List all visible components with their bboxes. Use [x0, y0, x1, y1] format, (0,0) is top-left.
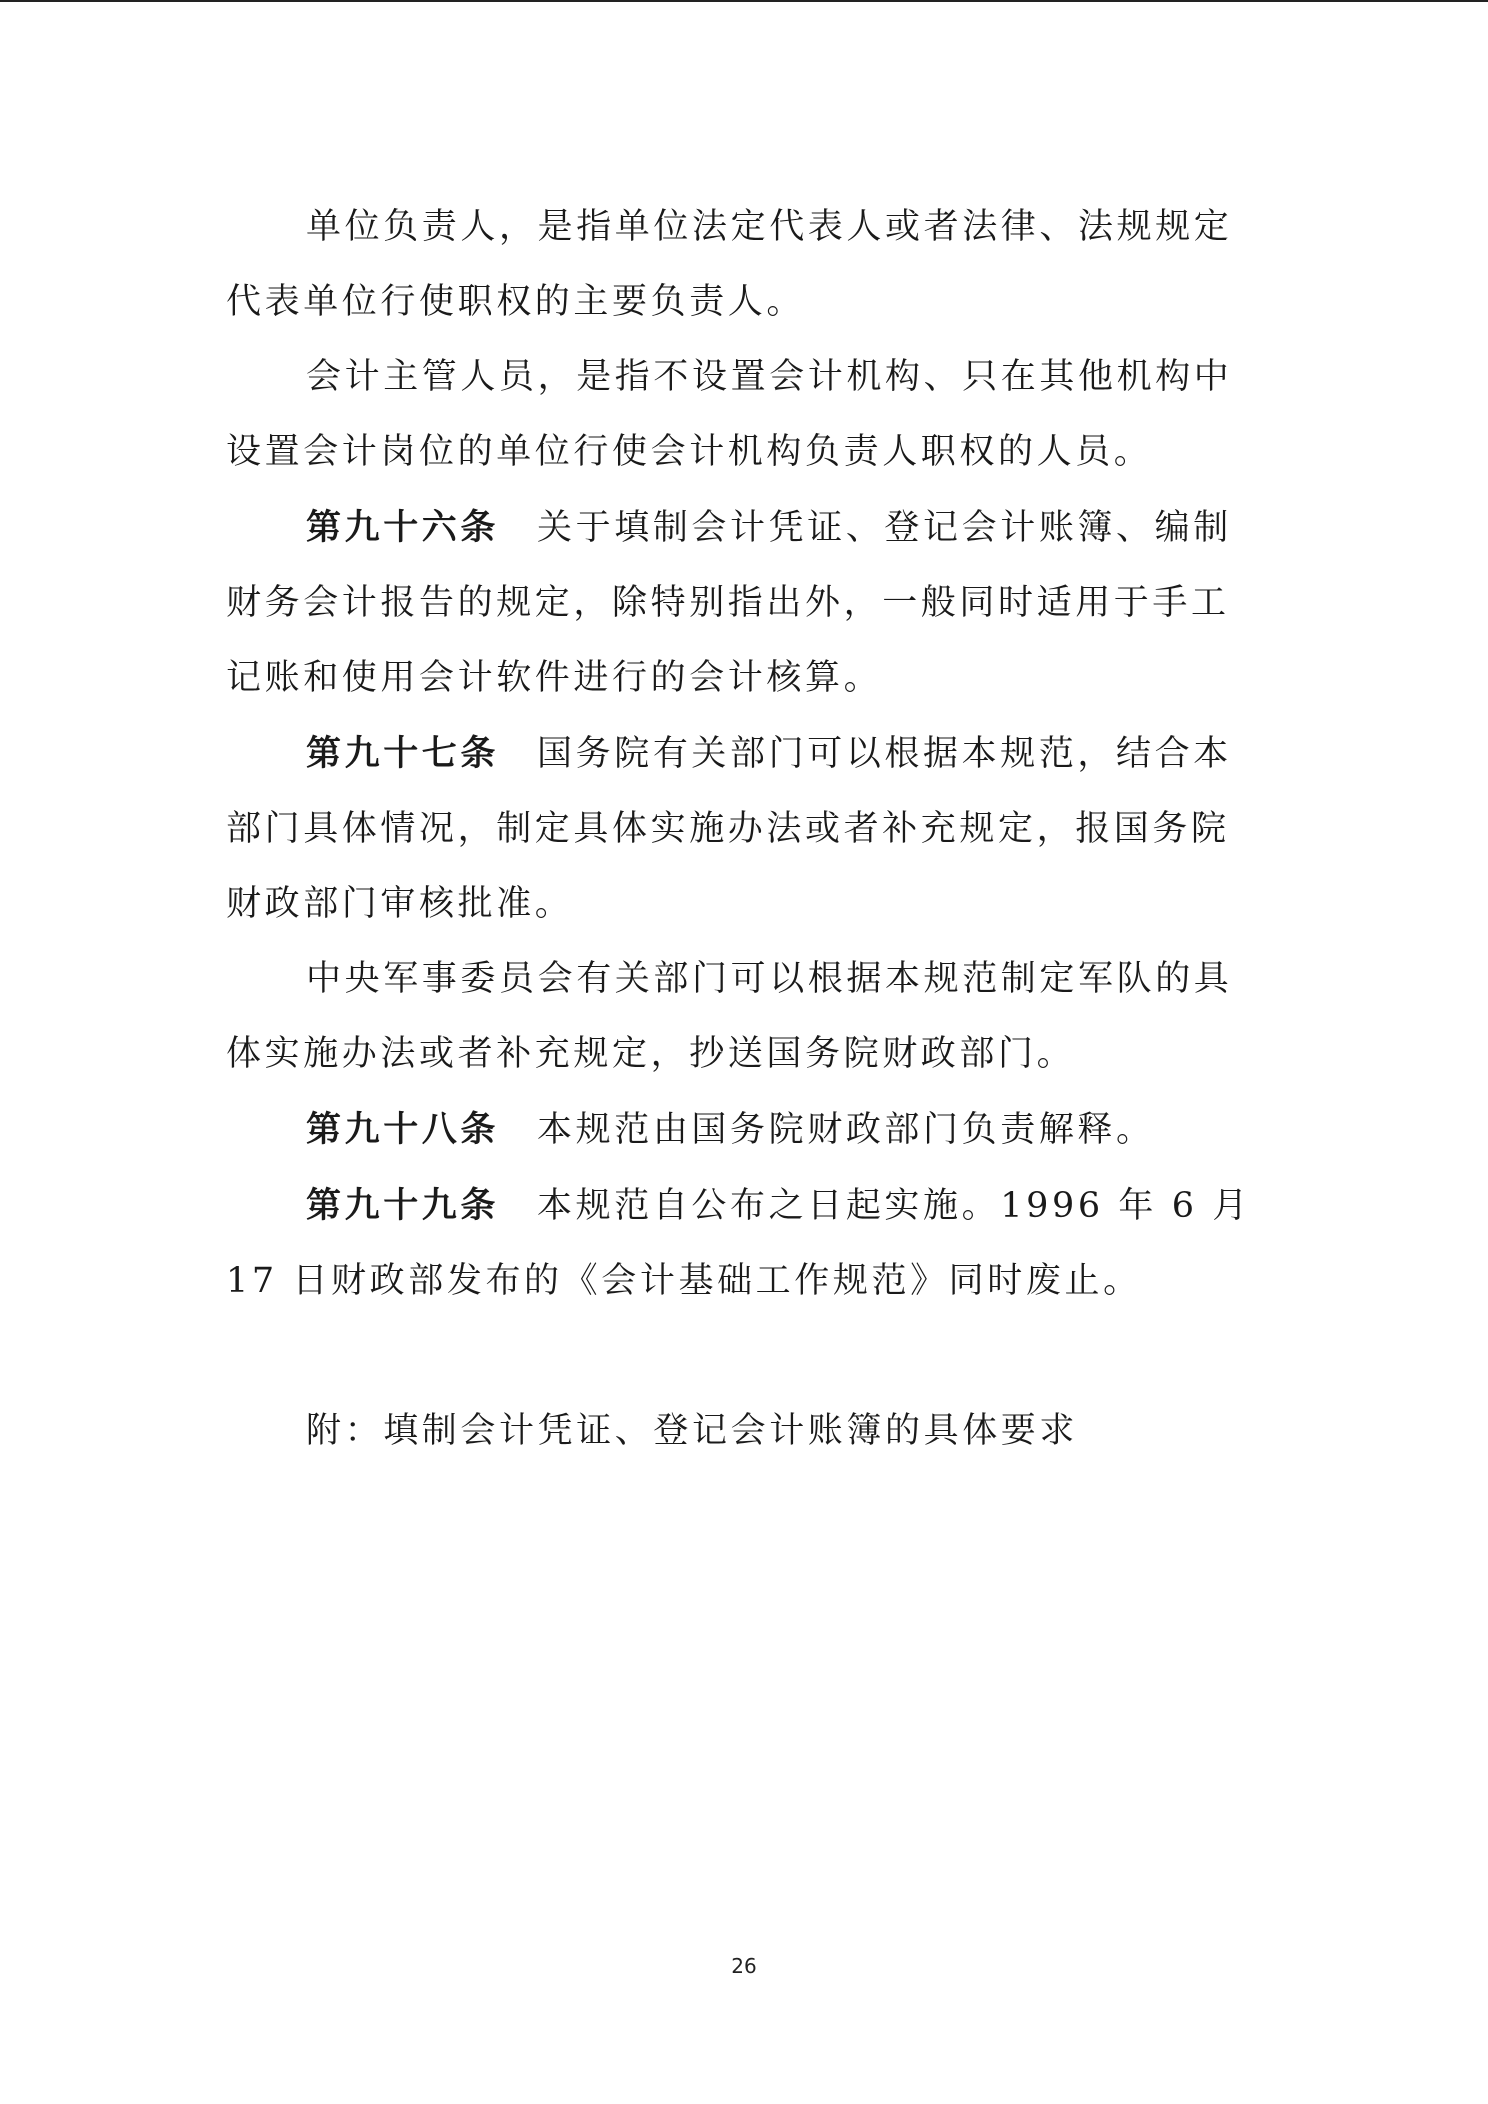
page-number: 26	[731, 1954, 757, 1978]
attachment-text: 附：填制会计凭证、登记会计账簿的具体要求	[306, 1411, 1079, 1451]
article-97	[226, 716, 1262, 942]
paragraph-accounting-supervisor-definition	[226, 340, 1262, 490]
article-number: 第九十八条	[306, 1109, 500, 1150]
paragraph-text: 中央军事委员会有关部门可以根据本规范制定军队的具体实施办法或者补充规定，抄送国务院财政部门。	[226, 959, 1233, 1074]
article-number: 第九十九条	[306, 1185, 500, 1226]
article-text: 关于填制会计凭证、登记会计账簿、编制财务会计报告的规定，除特别指出外，一般同时适用于手工记账和使用会计软件进行的会计核算。	[226, 508, 1232, 698]
article-text: 本规范自公布之日起实施。1996 年 6 月17 日财政部发布的《会计基础工作规范》同时废止。	[226, 1186, 1251, 1301]
article-text: 本规范由国务院财政部门负责解释。	[537, 1110, 1155, 1150]
document-body	[226, 190, 1262, 1469]
blank-line	[226, 1319, 1262, 1394]
paragraph-text: 单位负责人，是指单位法定代表人或者法律、法规规定代表单位行使职权的主要负责人。	[226, 207, 1233, 322]
article-text: 国务院有关部门可以根据本规范，结合本部门具体情况，制定具体实施办法或者补充规定，报国务院财政部门审核批准。	[226, 734, 1232, 924]
attachment-note	[226, 1394, 1262, 1469]
article-number: 第九十七条	[306, 733, 500, 774]
article-96	[226, 490, 1262, 716]
article-99	[226, 1168, 1262, 1319]
article-98	[226, 1092, 1262, 1168]
article-number: 第九十六条	[306, 507, 500, 548]
paragraph-military-commission	[226, 942, 1262, 1092]
page-top-border	[0, 0, 1488, 2]
paragraph-unit-head-definition	[226, 190, 1262, 340]
paragraph-text: 会计主管人员，是指不设置会计机构、只在其他机构中设置会计岗位的单位行使会计机构负责人职权的人员。	[226, 357, 1233, 472]
